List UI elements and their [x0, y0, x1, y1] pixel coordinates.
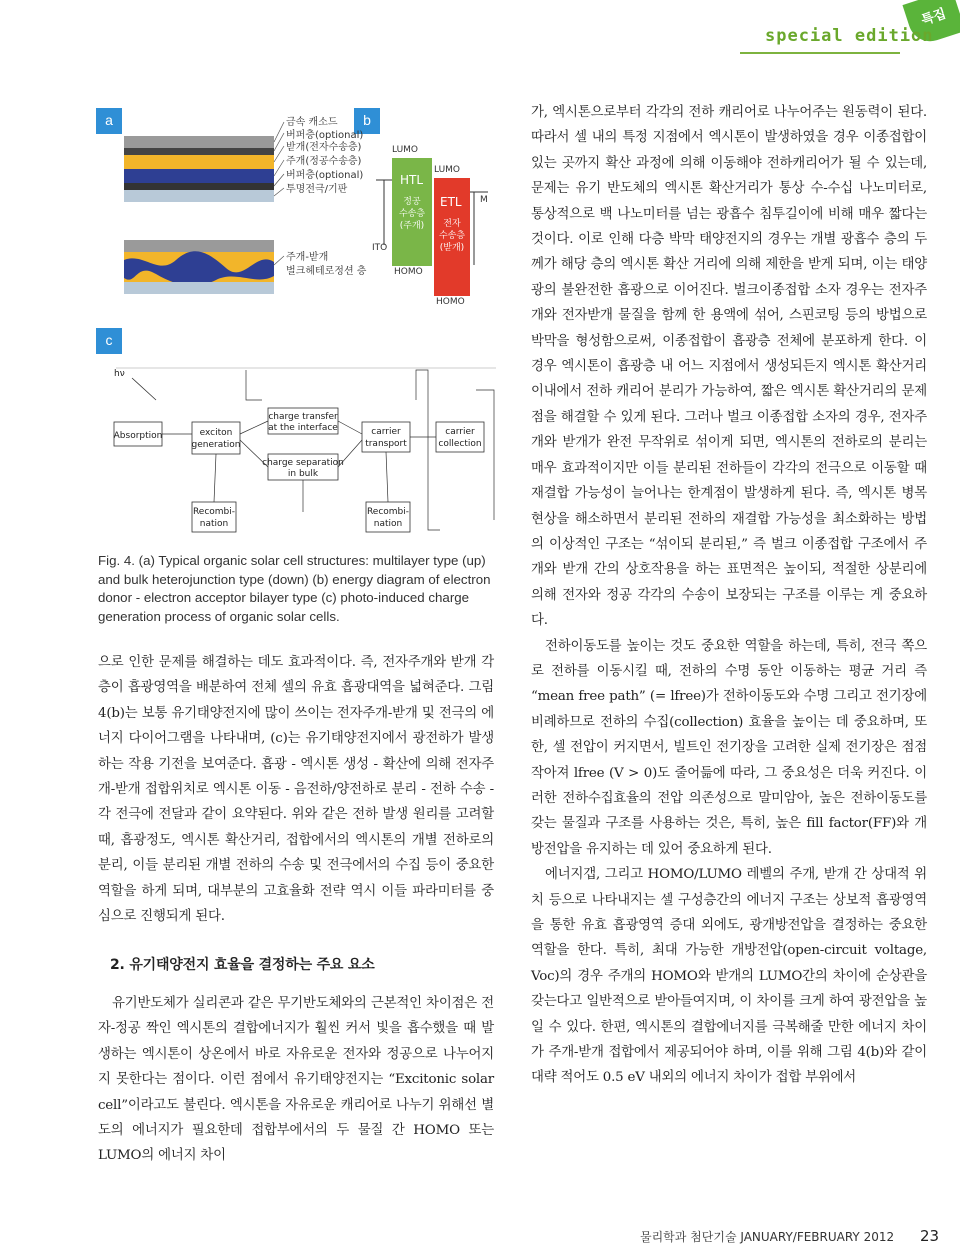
layer-label: 받개(전자수송층) — [286, 142, 362, 153]
svg-text:ITO: ITO — [372, 243, 388, 253]
svg-text:Absorption: Absorption — [113, 431, 163, 441]
svg-text:in bulk: in bulk — [287, 469, 319, 479]
layer-label: 금속 캐소드 — [286, 117, 338, 128]
svg-text:(주개): (주개) — [399, 221, 425, 231]
figure-caption: Fig. 4. (a) Typical organic solar cell structures: multilayer type (up) and bulk heterojunction type (down) (b) energy diagram of electron donor - electron acceptor bilayer type (c) photo-induced charge generation process of organic solar cells. — [98, 553, 491, 624]
layer-buffer-bottom — [124, 183, 274, 190]
panel-label-a: a — [96, 108, 122, 134]
svg-text:Recombi-: Recombi- — [366, 507, 410, 517]
svg-text:carrier: carrier — [371, 427, 401, 437]
figure-svg — [96, 100, 516, 540]
svg-text:generation: generation — [191, 440, 241, 450]
svg-text:수송층: 수송층 — [398, 209, 426, 219]
layer-label: 버퍼층(optional) — [286, 170, 364, 181]
svg-text:(받개): (받개) — [439, 243, 465, 253]
layer-label: 주개-받개 — [286, 252, 329, 263]
svg-text:exciton: exciton — [199, 428, 233, 438]
paragraph: 전하이동도를 높이는 것도 중요한 역할을 하는데, 특히, 전극 쪽으로 전하를 이동시킬 때, 전하의 수명 동안 이동하는 평균 거리 즉 “mean free path” (= lfree)가 전하이동도와 수명 그리고 전기장에 비례하므로 전하의 수집(collection) 효율을 높이는 데 중요하며, 또한, 셀 전압이 커지면서, 빌트인 전기장을 고려한 실제 전기장은 점점 작아져 lfree (V > 0)도 줄어듦에 따라, 그 중요성은 더욱 커진다. 이러한 전하수집효율의 전압 의존성으로 말미암아, 높은 전하이동도를 갖는 물질과 구조를 사용하는 것은, 특히, 높은 fill factor(FF)와 개방전압을 유지하는 데 있어 중요하게 된다. — [531, 638, 927, 857]
paragraph: 가, 엑시톤으로부터 각각의 전하 캐리어로 나누어주는 원동력이 된다. 따라서 셀 내의 특정 지점에서 엑시톤이 발생하였을 경우 이종접합이 있는 곳까지 확산 과정에 의해 이동해야 전하캐리어가 될 수 있는데, 문제는 유기 반도체의 엑시톤 확산거리가 통상 수-수십 나노미터로, 통상적으로 백 나노미터를 넘는 광흡수 침투길이에 비해 매우 짧다는 것이다. 이로 인해 다층 박막 태양전지의 경우는 개별 광흡수 층의 두께가 해당 층의 엑시톤 확산 거리에 의해 제한을 받게 되며, 이는 태양광의 불완전한 흡광으로 이어진다. 벌크이종접합 소자 경우는 전자주개와 전자받개 물질을 함께 한 용액에 섞어, 스핀코팅 등의 방법으로 박막을 형성함으로써, 이종접합이 흡광층 전체에 분포하게 한다. 이 경우 엑시톤이 흡광층 내 어느 지점에서 생성되든지 엑시톤 확산거리 이내에서 전하 캐리어 분리가 가능하여, 짧은 엑시톤 확산거리의 문제점을 해결할 수 있게 된다. 그러나 벌크 이종접합 소자의 경우, 전자주개와 받개가 완전 무작위로 섞이게 되면, 엑시톤의 전하로의 분리는 매우 효과적이지만 이들 분리된 전하들이 각각의 전극으로 이동할 때 재결합 가능성이 늘어나는 한계점이 발생하게 된다. 즉, 엑시톤 병목현상을 해소하면서 분리된 전하의 재결합 가능성을 최소화하는 방법의 이상적인 구조는 “섞이되 분리된,” 즉 벌크 이종접합 구조에서 주개와 받개 간의 상호작용을 하는 표면적은 높이되, 적절한 상분리에 의해 전자와 정공 각각의 수송이 보장되는 구조를 이루는 게 중요하다. — [531, 105, 927, 629]
paragraph: 에너지갭, 그리고 HOMO/LUMO 레벨의 주개, 받개 간 상대적 위치 등으로 나타내지는 셀 구성층간의 에너지 구조는 상보적 흡광영역을 통한 유효 흡광영역 증대 외에도, 광개방전압을 결정하는 중요한 역할을 한다. 특히, 최대 가능한 개방전압(open-circuit voltage, Voc)의 경우 주개의 HOMO와 받개의 LUMO간의 차이에 순상관을 갖는다고 일반적으로 받아들여지며, 이 차이를 크게 하여 광전압을 높일 수 있다. 한편, 엑시톤의 결합에너지를 극복해줄 만한 에너지 차이가 주개-받개 접합에서 제공되어야 하며, 이를 위해 그림 4(b)와 같이 대략 적어도 0.5 eV 내외의 에너지 차이가 접합 부위에서 — [531, 867, 927, 1086]
layer-label: 벌크헤테로정션 층 — [286, 266, 367, 277]
layer-substrate — [124, 190, 274, 202]
svg-text:전자: 전자 — [443, 219, 461, 229]
layer-label: 버퍼층(optional) — [286, 130, 364, 141]
layer-label: 주개(정공수송층) — [286, 156, 362, 167]
svg-text:ETL: ETL — [440, 195, 462, 209]
layer-donor — [124, 169, 274, 183]
svg-text:charge transfer: charge transfer — [268, 412, 338, 422]
left-column — [98, 650, 494, 1169]
layer-acceptor — [124, 155, 274, 169]
panel-label-b: b — [354, 108, 380, 134]
figure-4 — [96, 100, 516, 540]
right-column — [531, 100, 927, 1091]
svg-text:nation: nation — [199, 519, 229, 529]
special-edition-label: special edition — [765, 26, 934, 46]
svg-text:정공: 정공 — [403, 197, 421, 207]
svg-text:HOMO: HOMO — [394, 267, 423, 277]
svg-text:M: M — [480, 195, 488, 205]
section-heading: 2. 유기태양전지 효율을 결정하는 주요 요소 — [110, 957, 375, 974]
svg-text:LUMO: LUMO — [434, 165, 461, 175]
layer-cathode — [124, 136, 274, 148]
process-diagram — [114, 368, 496, 532]
journal-name: 물리학과 첨단기술 JANUARY/FEBRUARY 2012 — [640, 1230, 895, 1244]
svg-text:HTL: HTL — [400, 173, 424, 187]
svg-text:nation: nation — [373, 519, 403, 529]
svg-text:LUMO: LUMO — [392, 145, 419, 155]
page-number: 23 — [919, 1227, 940, 1245]
paragraph: 으로 인한 문제를 해결하는 데도 효과적이다. 즉, 전자주개와 받개 각 층이 흡광영역을 배분하여 전체 셀의 유효 흡광대역을 넓혀준다. 그림 4(b)는 보통 유기태양전지에 많이 쓰이는 전자주개-받개 및 전극의 에너지 다이어그램을 나타내며, (c)는 유기태양전지에서 광전하가 발생하는 작용 기전을 보여준다. 흡광 - 엑시톤 생성 - 확산에 의해 전자주개-받개 접합위치로 엑시톤 이동 - 음전하/양전하로 분리 - 전하 수송 - 각 전극에 전달과 같이 요약된다. 위와 같은 전하 발생 원리를 고려할 때, 흡광정도, 엑시톤 확산거리, 접합에서의 엑시톤의 개별 전하로의 분리, 이들 분리된 개별 전하의 수송 및 전극에서의 수집 등이 중요한 역할을 하게 되며, 대부분의 고효율화 전략 역시 이들 파라미터를 중심으로 진행되게 된다. — [98, 655, 494, 925]
energy-diagram — [372, 145, 488, 307]
panel-label-c: c — [96, 328, 122, 354]
svg-text:Recombi-: Recombi- — [192, 507, 236, 517]
layer-buffer-top — [124, 148, 274, 155]
svg-text:hν: hν — [114, 369, 125, 379]
svg-text:at the interface: at the interface — [268, 423, 338, 433]
header-rule — [740, 52, 900, 54]
paragraph: 유기반도체가 실리콘과 같은 무기반도체와의 근본적인 차이점은 전자-정공 짝인 엑시톤의 결합에너지가 훨씬 커서 빛을 흡수했을 때 발생하는 엑시톤이 상온에서 바로 자유로운 전자와 정공으로 나누어지지 못한다는 점이다. 이런 점에서 유기태양전지는 “Excitonic solar cell”이라고도 불린다. 엑시톤을 자유로운 캐리어로 나누기 위해선 별도의 에너지가 필요한데 접합부에서의 두 물질 간 HOMO 또는 LUMO의 에너지 차이 — [98, 995, 494, 1164]
svg-text:carrier: carrier — [445, 427, 475, 437]
multilayer-stack — [124, 136, 274, 202]
bulk-heterojunction-stack — [124, 240, 274, 294]
section-tab: 특집 — [902, 0, 960, 47]
svg-text:수송층: 수송층 — [438, 231, 466, 241]
page-footer — [640, 1227, 939, 1245]
svg-text:HOMO: HOMO — [436, 297, 465, 307]
svg-text:transport: transport — [365, 439, 407, 449]
svg-text:charge separation: charge separation — [262, 458, 344, 468]
svg-text:collection: collection — [438, 439, 482, 449]
layer-label: 투명전극/기판 — [286, 184, 348, 195]
